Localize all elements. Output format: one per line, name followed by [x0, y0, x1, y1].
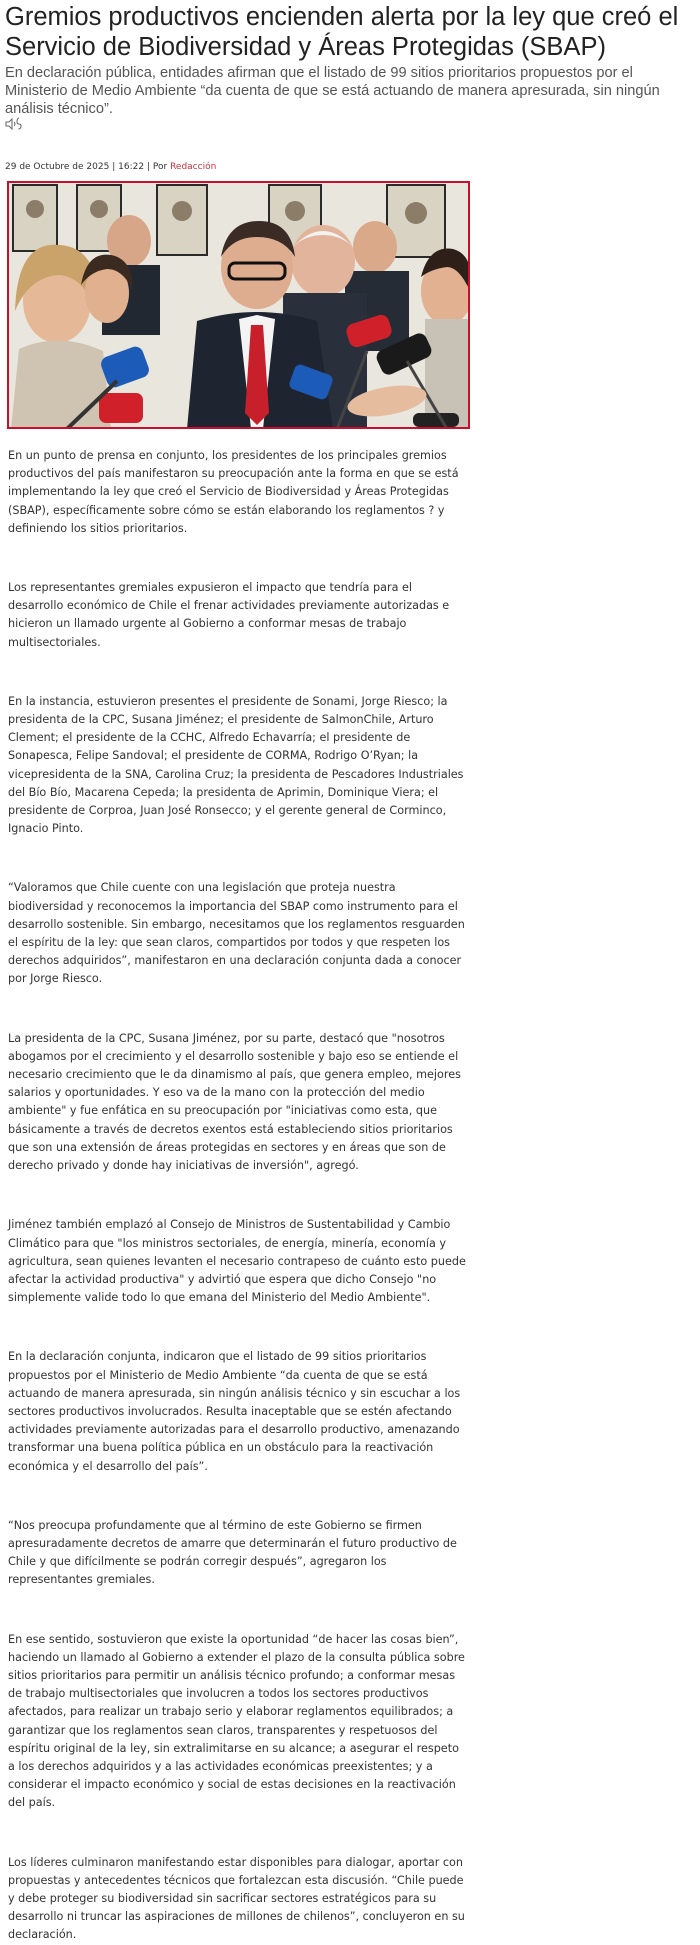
- article-photo: [7, 181, 470, 429]
- article-paragraph: “Valoramos que Chile cuente con una legislación que proteja nuestra biodiversidad y reconocemos la importancia del SBAP como instrumento para el desarrollo sostenible. Sin embargo, necesitamos que los reglamentos resguarden el espíritu de la ley: que sean claros, compartidos por todos y que respeten los derechos adquiridos”, manifestaron en una declaración conjunta dada a conocer por Jorge Riesco.: [8, 881, 465, 986]
- author-link[interactable]: Redacción: [170, 162, 217, 172]
- article-paragraph: “Nos preocupa profundamente que al término de este Gobierno se firmen apresuradamente decretos de amarre que determinarán el futuro productivo de Chile y que difícilmente se podrán corregir después”, agregaron los representantes gremiales.: [8, 1518, 457, 1587]
- by-label: Por: [152, 162, 168, 172]
- article-body: [0, 447, 468, 1945]
- subtitle-text: En declaración pública, entidades afirman que el listado de 99 sitios prioritarios propuestos por el Ministerio de Medio Ambiente “da cuenta de que se está actuando de manera apresurada, sin ningún análisis técnico”.: [5, 65, 660, 117]
- speaker-listen-icon[interactable]: [5, 117, 23, 136]
- publish-time: 16:22: [118, 162, 145, 172]
- article-subtitle: [0, 64, 700, 136]
- article-paragraph: En la instancia, estuvieron presentes el presidente de Sonami, Jorge Riesco; la presidenta de la CPC, Susana Jiménez; el presidente de SalmonChile, Arturo Clement; el presidente de la CCHC, Alfredo Echavarría; el presidente de Sonapesca, Felipe Sandoval; el presidente de CORMA, Rodrigo O’Ryan; la vicepresidenta de la SNA, Carolina Cruz; la presidenta de Pescadores Industriales del Bío Bío, Macarena Cepeda; la presidenta de Aprimin, Dominique Viera; el presidente de Corproa, Juan José Ronsecco; y el gerente general de Corminco, Ignacio Pinto.: [8, 694, 464, 836]
- article-meta: [0, 161, 700, 173]
- meta-separator: |: [112, 162, 116, 172]
- article-paragraph: Los representantes gremiales expusieron el impacto que tendría para el desarrollo económico de Chile el frenar actividades previamente autorizadas e hicieron un llamado urgente al Gobierno a conformar mesas de trabajo multisectoriales.: [8, 581, 450, 649]
- article-paragraph: En ese sentido, sostuvieron que existe la oportunidad “de hacer las cosas bien”, haciendo un llamado al Gobierno a extender el plazo de la consulta pública sobre sitios prioritarios para permitir un análisis técnico profundo; a conformar mesas de trabajo multisectoriales que involucren a todos los sectores productivos afectados, para realizar un trabajo serio y elaborar reglamentos equilibrados; a garantizar que los reglamentos sean claros, transparentes y respetuosos del espíritu original de la ley, sin extralimitarse en su alcance; a asegurar el respeto a los derechos adquiridos y a las actividades económicas preexistentes; y a considerar el impacto económico y social de estas decisiones en la reactivación del país.: [8, 1632, 465, 1810]
- meta-separator: |: [146, 162, 150, 172]
- article-paragraph: Jiménez también emplazó al Consejo de Ministros de Sustentabilidad y Cambio Climático para que "los ministros sectoriales, de energía, minería, economía y agricultura, sean quienes levanten el necesario contrapeso de cuánto esto puede afectar la actividad productiva" y advirtió que espera que dicho Consejo "no simplemente valide todo lo que emana del Ministerio del Medio Ambiente".: [8, 1218, 466, 1305]
- publish-date: 29 de Octubre de 2025: [5, 162, 110, 172]
- article-paragraph: Los líderes culminaron manifestando estar disponibles para dialogar, aportar con propuestas y antecedentes técnicos que fortalezcan esta discusión. “Chile puede y debe proteger su biodiversidad sin sacrificar sectores estratégicos para su desarrollo ni truncar las aspiraciones de millones de chilenos”, concluyeron en su declaración.: [8, 1855, 465, 1942]
- article-paragraph: En un punto de prensa en conjunto, los presidentes de los principales gremios productivos del país manifestaron su preocupación ante la forma en que se está implementando la ley que creó el Servicio de Biodiversidad y Áreas Protegidas (SBAP), específicamente sobre cómo se están elaborando los reglamentos ? y definiendo los sitios prioritarios.: [8, 449, 459, 535]
- article-paragraph: La presidenta de la CPC, Susana Jiménez, por su parte, destacó que "nosotros abogamos por el crecimiento y el desarrollo sostenible y bajo eso se entiende el necesario crecimiento que le da dinamismo al país, que genera empleo, mejores salarios y oportunidades. Y eso va de la mano con la protección del medio ambiente" y fue enfática en su preocupación por "iniciativas como esta, que básicamente a través de decretos exentos está estableciendo sitios prioritarios que son una extensión de áreas protegidas en sectores y en áreas que son de derecho privado y donde hay iniciativas de inversión", agregó.: [8, 1031, 461, 1173]
- article-title: Gremios productivos encienden alerta por la ley que creó el Servicio de Biodiversidad y Áreas Protegidas (SBAP): [5, 3, 679, 61]
- press-conference-photo: [7, 181, 470, 429]
- article-paragraph: En la declaración conjunta, indicaron que el listado de 99 sitios prioritarios propuestos por el Ministerio de Medio Ambiente “da cuenta de que se está actuando de manera apresurada, sin ningún análisis técnico y sin escuchar a los sectores productivos involucrados. Resulta inaceptable que se estén afectando actividades previamente autorizadas para el desarrollo productivo, amenazando transformar una buena política pública en un obstáculo para la reactivación económica y el desarrollo del país”.: [8, 1350, 461, 1473]
